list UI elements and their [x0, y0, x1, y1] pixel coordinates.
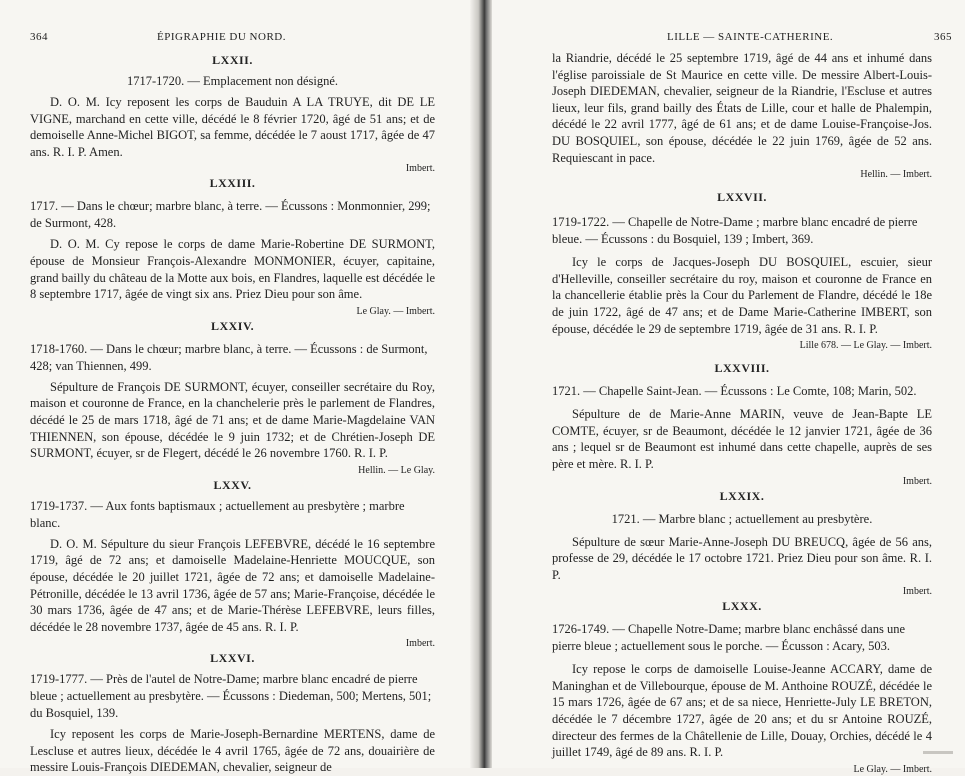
- right-page-number: 365: [934, 31, 952, 43]
- entry-source: Imbert.: [902, 586, 932, 598]
- entry-numeral: LXXX.: [722, 599, 762, 614]
- entry-date-heading: 1721. — Chapelle Saint-Jean. — Écussons : Le Comte, 108; Marin, 502.: [552, 384, 917, 399]
- entry-date-heading: 1721. — Marbre blanc ; actuellement au presbytère.: [611, 511, 873, 526]
- entry-source: Le Glay. — Imbert.: [853, 763, 932, 775]
- left-running-title: ÉPIGRAPHIE DU NORD.: [157, 31, 286, 43]
- entry-source: Le Glay. — Imbert.: [356, 305, 435, 317]
- left-column: [30, 0, 435, 776]
- entry-numeral: LXXIII.: [209, 176, 256, 191]
- entry-date-heading: 1717-1720. — Emplacement non désigné.: [126, 74, 339, 88]
- left-page-number: 364: [30, 31, 48, 43]
- continuation-text: la Riandrie, décédé le 25 septembre 1719, âgé de 44 ans et inhumé dans l'église paroissiale de St Maurice en cette ville. De messire Albert-Louis-Joseph DIEDEMAN, chevalier, seigneur de la Riandrie, l'Escluse et autres lieux, leur fils, grand bailly des États de Lille, cour et halle de Phalempin, décédé le 22 avril 1777, âgé de 61 ans; et de dame Louise-Françoise-Jos. DU BOSQUIEL, son épouse, décédée le 22 juin 1769, âgée de 52 ans. Requiescant in pace.: [552, 51, 932, 165]
- left-running-head: [30, 0, 435, 43]
- entry-numeral: LXXVI.: [210, 651, 255, 666]
- entry-date-heading: 1718-1760. — Dans le chœur; marbre blanc, à terre. — Écussons : de Surmont, 428; van Thiennen, 499.: [30, 341, 428, 373]
- entry-text: D. O. M. Sépulture du sieur François LEFEBVRE, décédé le 16 septembre 1719, âgé de 72 ans; et damoiselle Madelaine-Henriette MOUCQUE, son épouse, décédée le 20 juillet 1721, âgée de 72 ans; et damoiselle Madelaine-Pétronille, décédée le 13 avril 1736, âgée de 57 ans; Marie-Françoise, décédée le 30 mars 1736, âgée de 47 ans; et de Marie-Thérèse LEFEBVRE, leurs filles, décédée le 28 novembre 1737, âgée de 45 ans. R. I. P.: [30, 536, 435, 634]
- entry-numeral: LXXV.: [213, 477, 252, 492]
- entry-source: Hellin. — Le Glay.: [358, 464, 435, 476]
- entry-numeral: LXXVII.: [717, 190, 767, 205]
- entry-text: D. O. M. Cy repose le corps de dame Marie-Robertine DE SURMONT, épouse de Monsieur François-Alexandre MONMONIER, écuyer, capitaine, grand bailly du château de la Motte aux bois, en Flandres, laquelle est décédée le 8 septembre 1717, âgée de vingt six ans. Priez Dieu pour son âme.: [30, 237, 435, 302]
- ink-smudge: [923, 751, 953, 754]
- right-running-head: [552, 0, 952, 43]
- entry-numeral: LXXII.: [212, 53, 253, 67]
- entry-text: Sépulture de François DE SURMONT, écuyer, conseiller secrétaire du Roy, maison et couronne de France, en la chanchelerie près le parlement de Flandres, décédé le 25 de mars 1718, âgé de 71 ans; et de dame Marie-Magdelaine VAN THIENNEN, son épouse, décédée le 9 juin 1732; et de Chrétien-Joseph DE SURMONT, écuyer, sr de Flegert, décédé le 26 novembre 1760. R. I. P.: [30, 379, 435, 461]
- left-page: [0, 0, 478, 775]
- entry-text: Icy repose le corps de damoiselle Louise-Jeanne ACCARY, dame de Maninghan et de Villebourque, épouse de M. Anthoine ROUZÉ, décédée le 15 mars 1726, âgée de 67 ans; et de sa niece, Henriette-July LE BRETON, décédée le 7 décembre 1727, âgée de 20 ans; et du sr Antoine ROUZÉ, directeur des fermes de la Châtellenie de Lille, Douay, Orchies, décédé le 4 juillet 1749, âgé de 89 ans. R. I. P.: [552, 662, 932, 760]
- entry-numeral: LXXIV.: [210, 318, 255, 333]
- entry-text: D. O. M. Icy reposent les corps de Bauduin A LA TRUYE, dit DE LE VIGNE, marchand en cette ville, décédé le 8 février 1720, âgé de 51 ans; et de demoiselle Anne-Michel BIGOT, sa femme, décédée le 7 aoust 1717, âgée de 47 ans. R. I. P. Amen.: [30, 95, 435, 159]
- entry-text: Icy reposent les corps de Marie-Joseph-Bernardine MERTENS, dame de Lescluse et autres lieux, décédée le 4 avril 1765, âgée de 72 ans, douairière de messire Louis-François DIEDEMAN, chevalier, seigneur de: [30, 727, 435, 775]
- entry-source: Imbert.: [902, 475, 932, 487]
- entry-date-heading: 1719-1737. — Aux fonts baptismaux ; actuellement au presbytère ; marbre blanc.: [30, 498, 405, 530]
- entry-source: Lille 678. — Le Glay. — Imbert.: [799, 340, 932, 352]
- entry-source: Imbert.: [405, 163, 435, 175]
- entry-text: Sépulture de sœur Marie-Anne-Joseph DU BREUCQ, âgée de 56 ans, professe de 29, décédée le 17 octobre 1721. Priez Dieu pour son âme. R. I. P.: [552, 534, 932, 582]
- entry-date-heading: 1719-1722. — Chapelle de Notre-Dame ; marbre blanc encadré de pierre bleue. — Écussons : du Bosquiel, 139 ; Imbert, 369.: [552, 215, 918, 247]
- entry-text: Sépulture de de Marie-Anne MARIN, veuve de Jean-Bapte LE COMTE, écuyer, sr de Beaumont, décédée le 12 janvier 1721, âgée de 36 ans ; lequel sr de Beaumont est inhumé dans cette chapelle, auprès de ses père et mère. R. I. P.: [552, 407, 932, 471]
- right-column: [552, 0, 952, 776]
- right-page: [492, 0, 965, 775]
- entry-source: Imbert.: [405, 638, 435, 650]
- entry-numeral: LXXVIII.: [714, 361, 770, 376]
- entry-numeral: LXXIX.: [719, 488, 765, 503]
- entry-date-heading: 1717. — Dans le chœur; marbre blanc, à terre. — Écussons : Monmonnier, 299; de Surmont, 428.: [30, 199, 431, 231]
- entry-date-heading: 1719-1777. — Près de l'autel de Notre-Dame; marbre blanc encadré de pierre bleue ; actuellement au presbytère. — Écussons : Diedeman, 500; Mertens, 501; du Bosquiel, 139.: [30, 672, 432, 721]
- entry-date-heading: 1726-1749. — Chapelle Notre-Dame; marbre blanc enchâssé dans une pierre bleue ; actuellement sous le porche. — Écusson : Acary, 503.: [552, 622, 906, 654]
- entry-text: Icy le corps de Jacques-Joseph DU BOSQUIEL, escuier, sieur d'Helleville, conseiller secrétaire du roy, maison et couronne de France en la chancellerie établie près la Cour du Parlement de Flandre, décédé le 18e de juin 1722, âgé de 47 ans; et de Dame Marie-Catherine IMBERT, son épouse, décédée le 29 de septembre 1719, âgée de 31 ans. R. I. P.: [552, 255, 932, 336]
- right-running-title: LILLE — SAINTE-CATHERINE.: [667, 31, 834, 43]
- entry-source: Hellin. — Imbert.: [860, 169, 932, 181]
